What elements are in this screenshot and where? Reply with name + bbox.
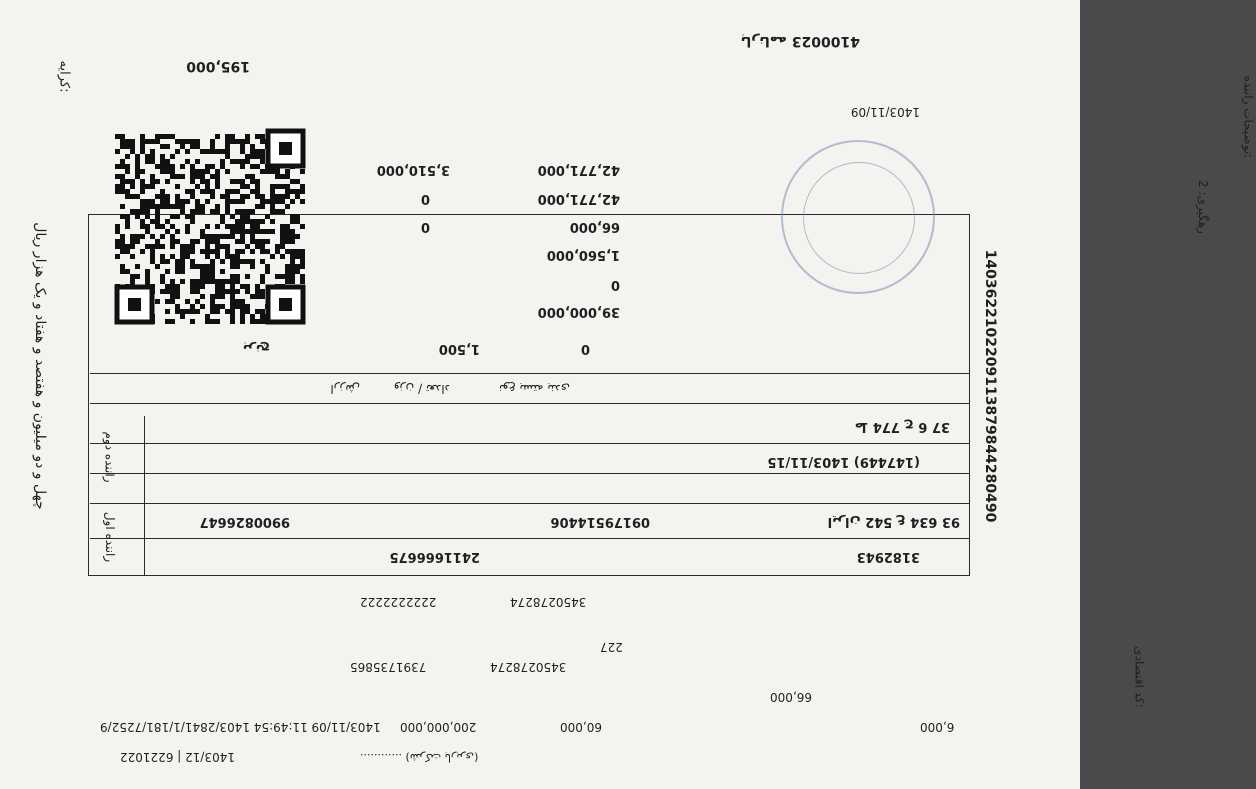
driver-note: توضیحات راننده: <box>1241 75 1256 159</box>
bank-amount-small: 6,000 <box>920 720 955 734</box>
driver1-phone: 2411666675 <box>389 549 480 564</box>
goods-col-1: نوع بسته بندی <box>498 382 570 396</box>
bank-line-1: 1403/11/09 11:49:54 1403/2841/1/181/7252/9 <box>100 720 381 734</box>
issue-date: 1403/11/09 <box>850 105 920 119</box>
bank-total: 66,000 <box>770 690 812 704</box>
amount-4: 66,000 <box>569 219 620 234</box>
tracking-number: 1403622102209113879844280490 <box>982 249 998 523</box>
total-fee: 195,000 <box>186 58 250 74</box>
amount-6: 0 <box>420 191 430 206</box>
bank-amount: 200,000,000 <box>400 720 477 734</box>
economic-code: کد اقتصادی: <box>1132 646 1147 708</box>
driver1-mobile: 09179514406 <box>550 514 650 529</box>
fare-label: کرایه: <box>56 60 72 93</box>
driver1-cert: 9900826647 <box>199 514 290 529</box>
company-stamp <box>781 140 935 294</box>
goods-col-2: وزن / تعداد <box>393 382 450 396</box>
amount-2: 0 <box>610 277 620 292</box>
driver1-id: 3182943 <box>856 549 920 564</box>
amount-9: 3,510,000 <box>376 162 450 177</box>
amount-in-words: چهل و دو میلیون و هفتصد و هفتاد و یک هزار ریال <box>32 222 48 510</box>
account-1: 3450278274 <box>490 660 567 674</box>
amount-3: 1,560,000 <box>546 247 620 262</box>
driver1-label: راننده اول <box>102 511 117 563</box>
tracking-label: رهگیری: 2 <box>1196 180 1211 234</box>
driver2-label: راننده دوم <box>102 431 117 483</box>
driver2-date: (147449) 1403/11/15 <box>767 454 920 469</box>
account-2: 7391735865 <box>350 660 427 674</box>
bank-fee: 60,000 <box>560 720 602 734</box>
company-name: (شرکت باربری) ............ <box>360 751 479 764</box>
amount-1: 39,000,000 <box>537 304 620 319</box>
driver2-plate: 37 ط 774 ج 6 <box>854 419 950 434</box>
waybill-number: بارنامه 4100023 <box>740 33 860 49</box>
goods-col-3: ارزش <box>330 382 360 396</box>
amount-7: 42,771,000 <box>537 191 620 206</box>
account-3: 3450278274 <box>510 595 587 609</box>
national-id: 2222222222 <box>360 595 437 609</box>
goods-desc: برنج <box>242 341 270 356</box>
amount-5: 0 <box>420 219 430 234</box>
driver1-plate: 93 ایران 542 ع 634 <box>827 514 960 529</box>
goods-count: 0 <box>580 341 590 356</box>
qr-code <box>115 129 305 329</box>
bank-code: 227 <box>600 640 623 654</box>
goods-weight: 1,500 <box>438 341 480 356</box>
waybill-code: 1403/12 | 6221022 <box>120 750 235 764</box>
amount-8: 42,771,000 <box>537 162 620 177</box>
